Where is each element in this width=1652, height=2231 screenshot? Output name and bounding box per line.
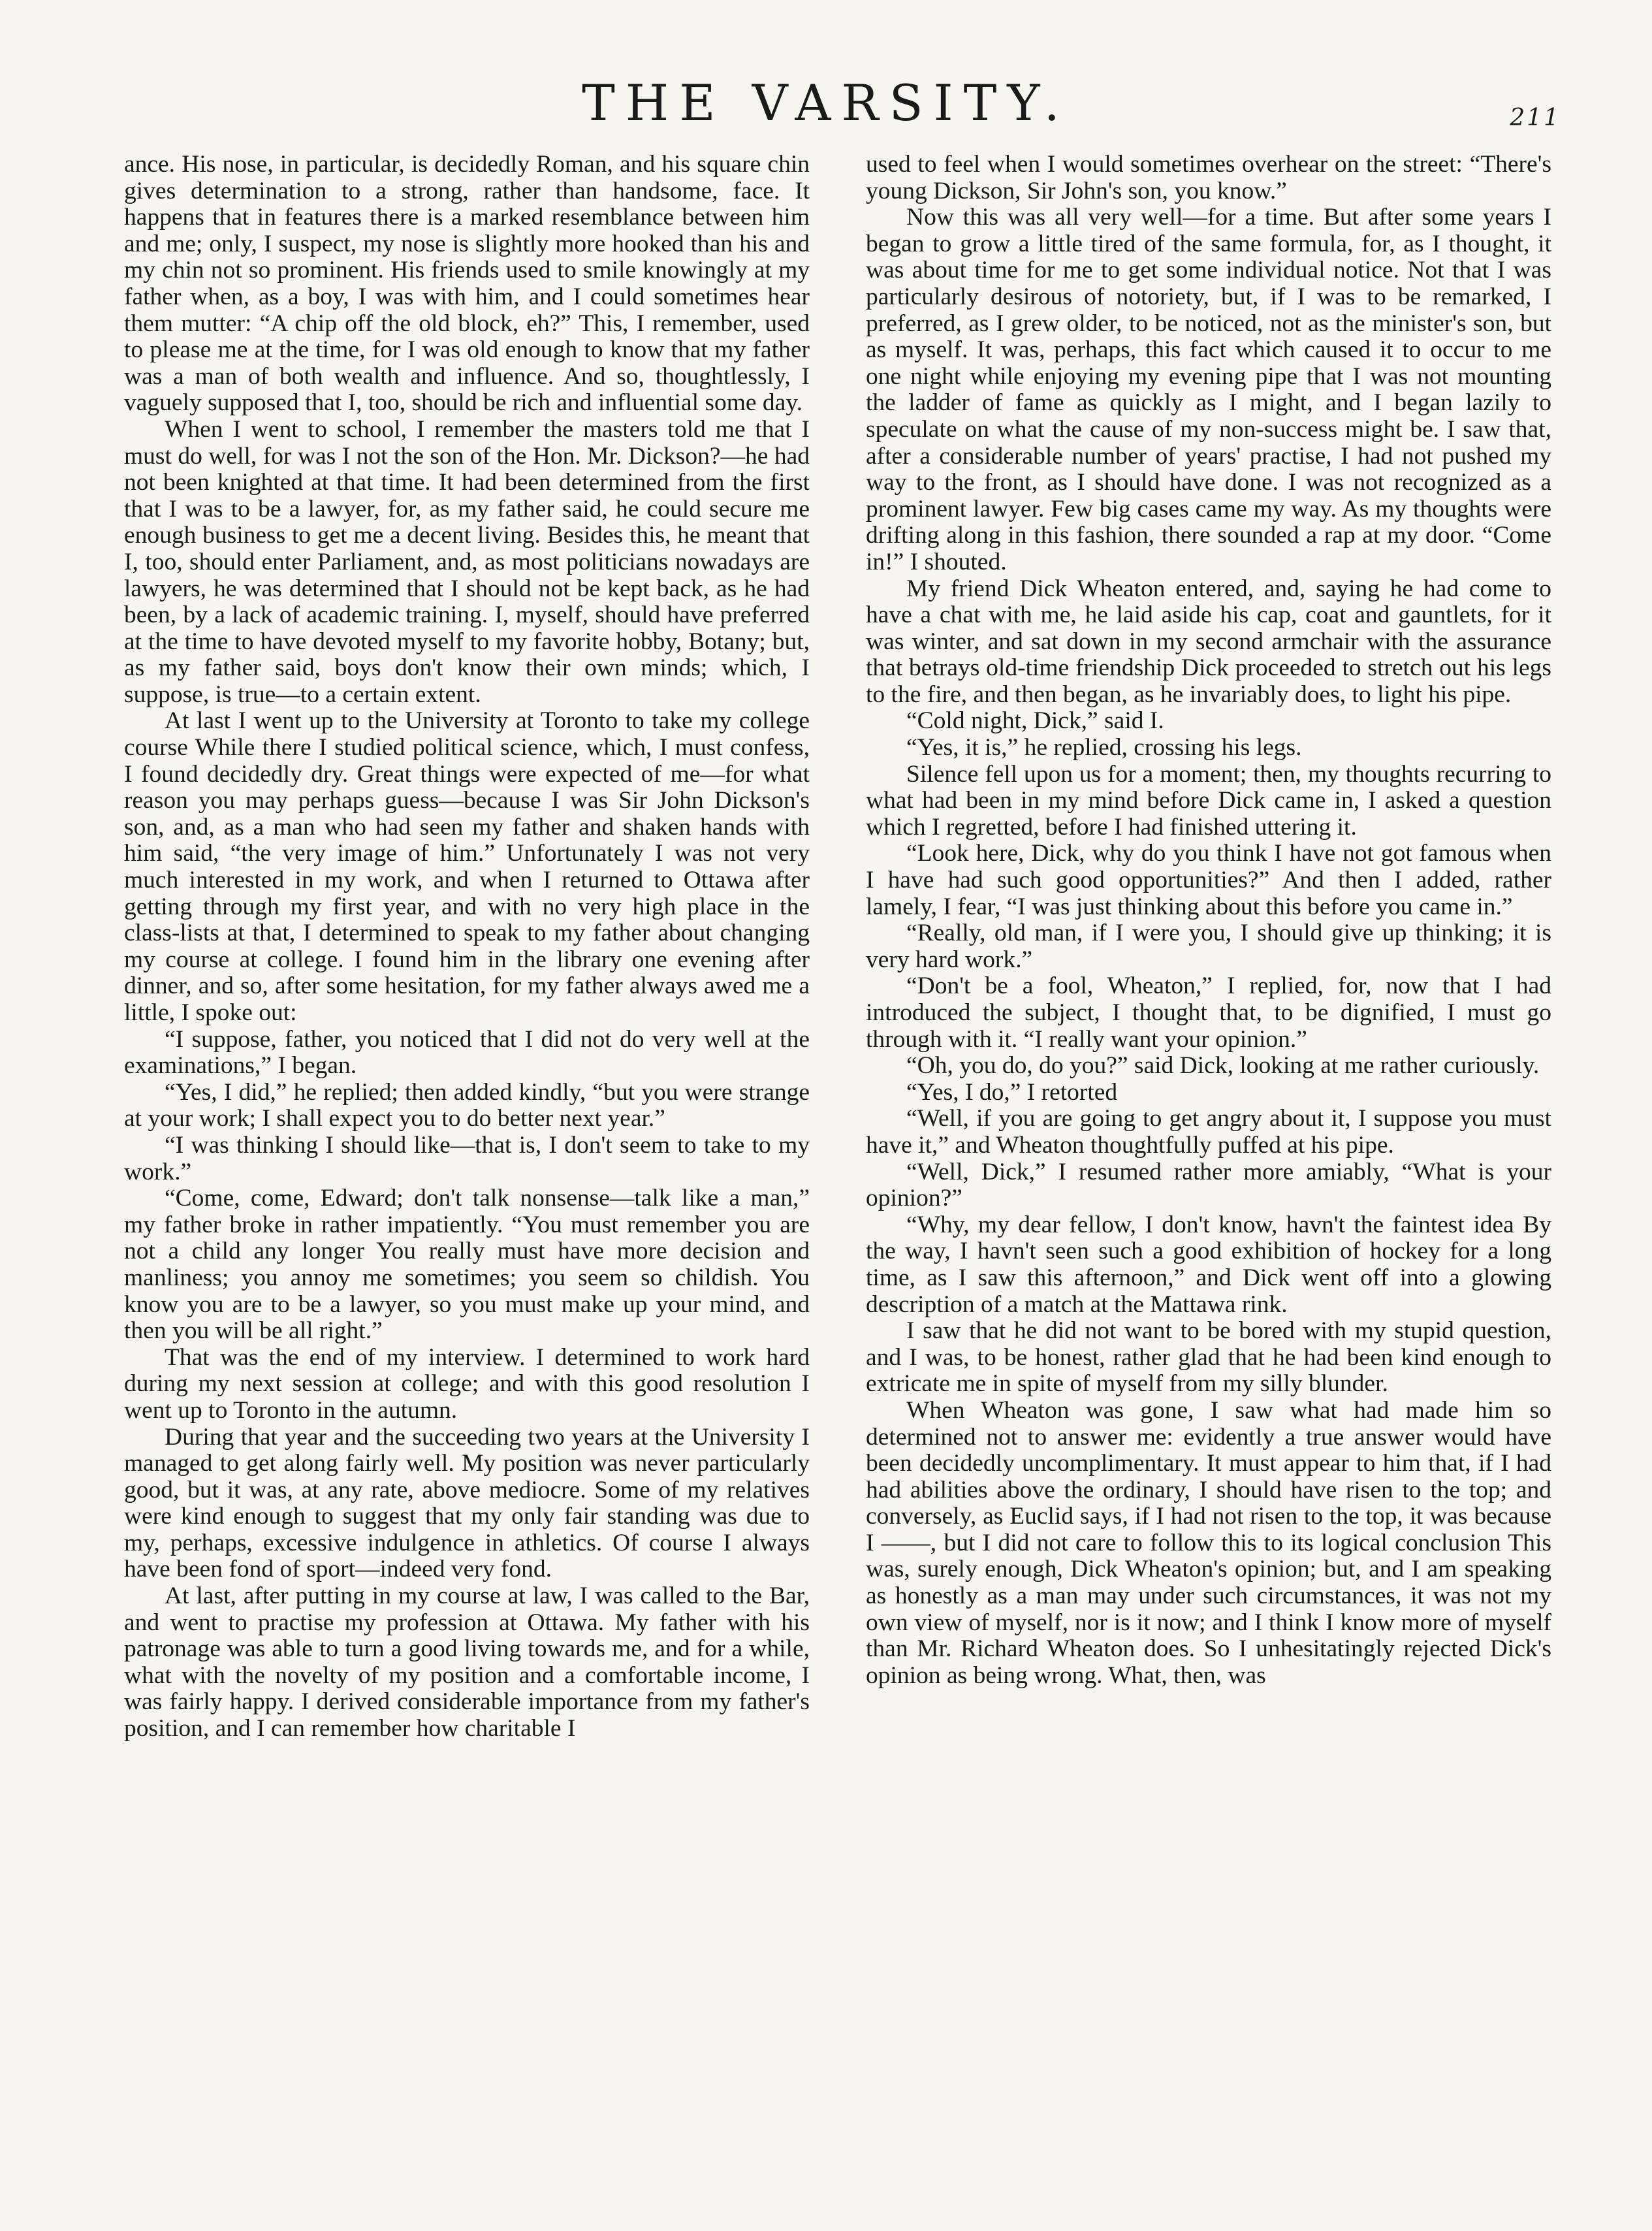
paragraph: “Don't be a fool, Wheaton,” I replied, for, now that I had introduced the subject, I thought that, to be dignified, I must go through with it. “I really want your opinion.” bbox=[866, 972, 1551, 1053]
right-column bbox=[866, 152, 1551, 1689]
paragraph: “Cold night, Dick,” said I. bbox=[906, 707, 1164, 735]
paragraph: “Look here, Dick, why do you think I have not got famous when I have had such good opportunities?” And then I added, rather lamely, I fear, “I was just thinking about this before you came in.” bbox=[866, 840, 1551, 920]
paragraph: “Really, old man, if I were you, I should give up thinking; it is very hard work.” bbox=[866, 920, 1551, 973]
paragraph: “Yes, I did,” he replied; then added kindly, “but you were strange at your work; I shall expect you to do better next year.” bbox=[124, 1078, 810, 1132]
left-column bbox=[124, 152, 810, 1742]
paragraph: During that year and the succeeding two years at the University I managed to get along fairly well. My position was never particularly good, but it was, at any rate, above mediocre. Some of my relatives were kind enough to suggest that my only fair standing was due to my, perhaps, excessive indulgence in athletics. Of course I always have been fond of sport—indeed very fond. bbox=[124, 1423, 810, 1583]
paragraph: “Yes, it is,” he replied, crossing his legs. bbox=[906, 734, 1302, 762]
paragraph: My friend Dick Wheaton entered, and, saying he had come to have a chat with me, he laid aside his cap, coat and gauntlets, for it was winter, and sat down in my second armchair with the assurance that betrays old-time friendship Dick proceeded to stretch out his legs to the fire, and then began, as he invariably does, to light his pipe. bbox=[866, 575, 1551, 708]
paragraph: “Yes, I do,” I retorted bbox=[906, 1078, 1118, 1106]
paragraph: “Come, come, Edward; don't talk nonsense—talk like a man,” my father broke in rather impatiently. “You must remember you are not a child any longer You really must have more decision and manliness; you annoy me sometimes; you seem so childish. You know you are to be a lawyer, so you must make up your mind, and then you will be all right.” bbox=[124, 1185, 810, 1345]
paragraph: I saw that he did not want to be bored with my stupid question, and I was, to be honest, rather glad that he had been kind enough to extricate me in spite of myself from my silly blunder. bbox=[866, 1317, 1551, 1398]
paragraph: Silence fell upon us for a moment; then, my thoughts recurring to what had been in my mind before Dick came in, I asked a question which I regretted, before I had finished uttering it. bbox=[866, 760, 1551, 841]
paragraph: When I went to school, I remember the masters told me that I must do well, for was I not the son of the Hon. Mr. Dickson?—he had not been knighted at that time. It had been determined from the first that I was to be a lawyer, for, as my father said, he could secure me enough business to get me a decent living. Besides this, he meant that I, too, should enter Parliament, and, as most politicians nowadays are lawyers, he was determined that I should not be kept back, as he had been, by a lack of academic training. I, myself, should have preferred at the time to have devoted myself to my favorite hobby, Botany; but, as my father said, boys don't know their own minds; which, I suppose, is true—to a certain extent. bbox=[124, 415, 810, 708]
page-number: 211 bbox=[1510, 104, 1561, 131]
paragraph: ance. His nose, in particular, is decidedly Roman, and his square chin gives determination to a strong, rather than handsome, face. It happens that in features there is a marked resemblance between him and me; only, I suspect, my nose is slightly more hooked than his and my chin not so prominent. His friends used to smile knowingly at my father when, as a boy, I was with him, and I could sometimes hear them mutter: “A chip off the old block, eh?” This, I remember, used to please me at the time, for I was old enough to know that my father was a man of both wealth and influence. And so, thoughtlessly, I vaguely supposed that I, too, should be rich and influential some day. bbox=[124, 151, 810, 417]
paragraph: “Oh, you do, do you?” said Dick, looking at me rather curiously. bbox=[906, 1052, 1540, 1080]
paragraph: Now this was all very well—for a time. But after some years I began to grow a little tired of the same formula, for, as I thought, it was about time for me to get some individual notice. Not that I was particularly desirous of notoriety, but, if I was to be remarked, I preferred, as I grew older, to be noticed, not as the minister's son, but as myself. It was, perhaps, this fact which caused it to occur to me one night while enjoying my evening pipe that I was not mounting the ladder of fame as quickly as I might, and I began lazily to speculate on what the cause of my non-success might be. I saw that, after a considerable number of years' practise, I had not pushed my way to the front, as I should have done. I was not recognized as a prominent lawyer. Few big cases came my way. As my thoughts were drifting along in this fashion, there sounded a rap at my door. “Come in!” I shouted. bbox=[866, 204, 1551, 575]
paragraph: “Well, Dick,” I resumed rather more amiably, “What is your opinion?” bbox=[866, 1158, 1551, 1212]
page-title: THE VARSITY. bbox=[582, 74, 1070, 132]
paragraph: “I suppose, father, you noticed that I did not do very well at the examinations,” I began. bbox=[124, 1025, 810, 1080]
paragraph: That was the end of my interview. I determined to work hard during my next session at college; and with this good resolution I went up to Toronto in the autumn. bbox=[124, 1343, 810, 1424]
paragraph: used to feel when I would sometimes overhear on the street: “There's young Dickson, Sir John's son, you know.” bbox=[866, 151, 1551, 204]
paragraph: At last, after putting in my course at law, I was called to the Bar, and went to practise my profession at Ottawa. My father with his patronage was able to turn a good living towards me, and for a while, what with the novelty of my position and a comfortable income, I was fairly happy. I derived considerable importance from my father's position, and I can remember how charitable I bbox=[124, 1582, 810, 1742]
paragraph: “I was thinking I should like—that is, I don't seem to take to my work.” bbox=[124, 1131, 810, 1185]
paragraph: At last I went up to the University at Toronto to take my college course While there I studied political science, which, I must confess, I found decidedly dry. Great things were expected of me—for what reason you may perhaps guess—because I was Sir John Dickson's son, and, as a man who had seen my father and shaken hands with him said, “the very image of him.” Unfortunately I was not very much interested in my work, and when I returned to Ottawa after getting through my first year, and with no very high place in the class-lists at that, I determined to speak to my father about changing my course at college. I found him in the library one evening after dinner, and so, after some hesitation, for my father always awed me a little, I spoke out: bbox=[124, 707, 810, 1026]
paragraph: “Well, if you are going to get angry about it, I suppose you must have it,” and Wheaton thoughtfully puffed at his pipe. bbox=[866, 1105, 1551, 1159]
paragraph: When Wheaton was gone, I saw what had made him so determined not to answer me: evidently a true answer would have been decidedly uncomplimentary. It must appear to him that, if I had had abilities above the ordinary, I should have risen to the top; and conversely, as Euclid says, if I had not risen to the top, it was because I ——, but I did not care to follow this to its logical conclusion This was, surely enough, Dick Wheaton's opinion; but, and I am speaking as honestly as a man may under such circumstances, it was not my own view of myself, nor is it now; and I think I know more of myself than Mr. Richard Wheaton does. So I unhesitatingly rejected Dick's opinion as being wrong. What, then, was bbox=[866, 1396, 1551, 1689]
paragraph: “Why, my dear fellow, I don't know, havn't the faintest idea By the way, I havn't seen such a good exhibition of hockey for a long time, as I saw this afternoon,” and Dick went off into a glowing description of a match at the Mattawa rink. bbox=[866, 1211, 1551, 1318]
